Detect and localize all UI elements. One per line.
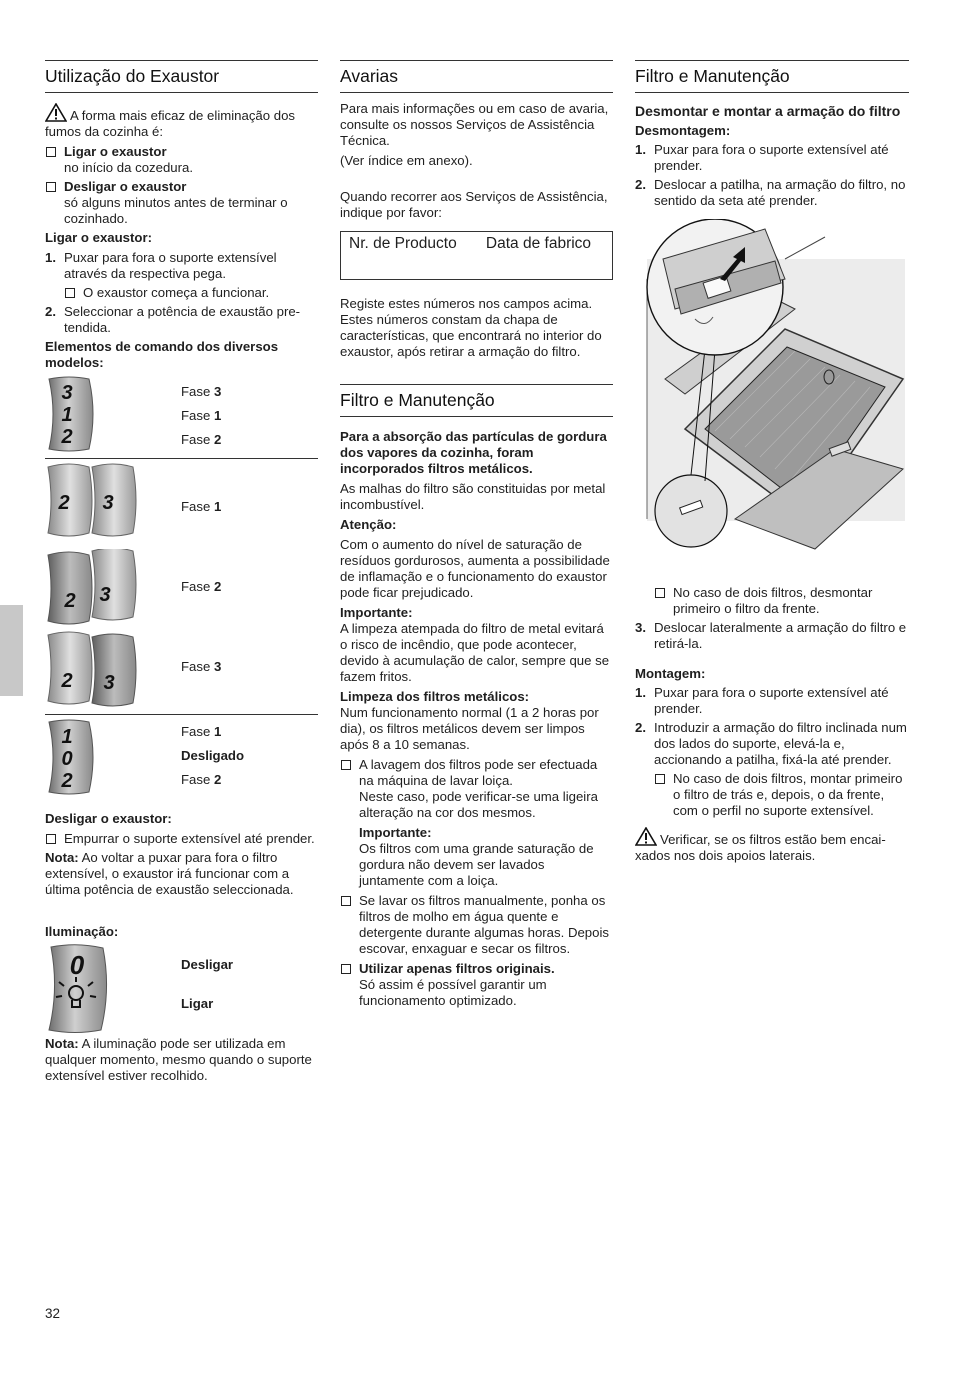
fase-label: Fase 1: [181, 724, 222, 739]
paragraph: As malhas do filtro são constituidas por metal incombustível.: [340, 481, 606, 512]
button-pair-icon: [45, 463, 137, 539]
svg-text:1: 1: [61, 726, 73, 748]
list-item: Empurrar o suporte extensível até prender.: [45, 831, 318, 847]
svg-text:3: 3: [102, 492, 114, 514]
subheading: Desligar o exaustor:: [45, 811, 172, 826]
list-item: 1. Puxar para fora o suporte extensível até prender.: [635, 142, 889, 173]
column-faults: [340, 60, 613, 1012]
list-item: Se lavar os filtros manualmente, ponha os filtros de molho em água quente e detergente durante algumas horas. Depois escovar, enxaguar e secar os filtros.: [340, 893, 613, 957]
note-paragraph: Nota: A iluminação pode ser utilizada em qualquer momento, mesmo quando o suporte extensível estiver recolhido.: [45, 1036, 312, 1083]
warning-paragraph: Verificar, se os filtros estão bem encaixados nos dois apoios laterais.: [635, 827, 909, 864]
subheading: Importante:: [340, 605, 413, 620]
list-item: 2. Deslocar a patilha, na armação do filtro, no sentido da seta até prender.: [635, 177, 906, 208]
rocker-switch-icon: [45, 376, 97, 452]
svg-text:3: 3: [99, 584, 111, 606]
fase-label: Fase 2: [181, 432, 222, 447]
column-filter-maintenance: [635, 60, 909, 868]
list-item: No caso de dois filtros, desmontar primeiro o filtro da frente.: [654, 585, 909, 617]
list-item: A lavagem dos filtros pode ser efectuada na máquina de lavar loiça. Neste caso, pode verificar-se uma ligeira alteração na cor dos mesmos. Importante: Os filtros com uma grande saturação de gordura não devem ser lavados juntamente com a loiça.: [340, 757, 613, 889]
subheading: Limpeza dos filtros metálicos:: [340, 689, 530, 704]
light-switch-icon: [45, 944, 111, 1034]
paragraph: (Ver índice em anexo).: [340, 153, 473, 168]
list-item: Ligar o exaustor no início da cozedura.: [45, 144, 318, 176]
list-item: Utilizar apenas filtros originais. Só assim é possível garantir um funcionamento optimizado.: [340, 961, 613, 1009]
light-switch-row: [45, 944, 318, 1036]
button-pair-icon: [45, 549, 137, 625]
svg-text:0: 0: [61, 748, 73, 770]
svg-text:2: 2: [61, 770, 73, 792]
button-pair-group: [45, 459, 318, 714]
list-item: No caso de dois filtros, montar primeiro o filtro de trás e, depois, o da frente, com o perfil no suporte extensível.: [654, 771, 909, 819]
rocker-switch-icon: [45, 719, 97, 795]
paragraph: Para mais informações ou em caso de avaria, consulte os nossos Serviços de Assistência Técnica.: [340, 101, 609, 148]
paragraph: Quando recorrer aos Serviços de Assistência, indique por favor:: [340, 189, 608, 220]
subheading: Iluminação:: [45, 924, 119, 939]
section-title-filter-maintenance: Filtro e Manutenção: [635, 60, 909, 93]
switch-digit: 1: [61, 404, 73, 426]
subheading: Atenção:: [340, 517, 397, 532]
filter-removal-illustration: [635, 219, 909, 579]
product-info-table: [340, 231, 613, 280]
svg-text:0: 0: [69, 950, 85, 980]
manufacture-date-cell: Data de fabrico: [485, 235, 592, 252]
section-title-faults: Avarias: [340, 60, 613, 93]
page-number: 32: [45, 1306, 61, 1321]
fase-label: Fase 3: [181, 384, 222, 399]
bold-intro: Para a absorção das partículas de gordura dos vapores da cozinha, foram incorporados filtros metálicos.: [340, 429, 607, 476]
list-item: 1. Puxar para fora o suporte extensível através da respectiva pega.: [45, 250, 277, 281]
product-number-cell: Nr. de Producto: [349, 235, 457, 252]
list-item: 2. Seleccionar a potência de exaustão pretendida.: [45, 304, 301, 335]
list-item: 2. Introduzir a armação do filtro inclinada num dos lados do suporte, elevá-la e, accionando a patilha, fixá-la até prender.: [635, 720, 907, 767]
list-item: 1. Puxar para fora o suporte extensível até prender.: [635, 685, 889, 716]
subheading: Desmontar e montar a armação do filtro: [635, 103, 901, 119]
fase-label: Fase 1: [181, 499, 222, 514]
paragraph: Num funcionamento normal (1 a 2 horas por dia), os filtros metálicos devem ser limpos após 8 a 10 semanas.: [340, 705, 599, 752]
svg-text:2: 2: [64, 590, 76, 612]
paragraph: Registe estes números nos campos acima. Estes números constam da chapa de características, que encontrará no interior do exaustor, após retirar a armação do filtro.: [340, 296, 602, 359]
svg-text:2: 2: [61, 670, 73, 692]
subheading: Montagem:: [635, 666, 706, 681]
fase-label: Fase 1: [181, 408, 222, 423]
fase-label: Fase 3: [181, 659, 222, 674]
light-off-label: Desligar: [181, 957, 234, 972]
section-title-usage: Utilização do Exaustor: [45, 60, 318, 93]
light-on-label: Ligar: [181, 996, 214, 1011]
warning-icon: [635, 827, 657, 846]
control-row: [45, 376, 318, 459]
list-item: Desligar o exaustor só alguns minutos antes de terminar o cozinhado.: [45, 179, 318, 227]
fase-label: Fase 2: [181, 579, 222, 594]
paragraph: Com o aumento do nível de saturação de resíduos gordurosos, aumenta a possibilidade de inflamação e o funcionamento do exaustor pode ficar prejudicado.: [340, 537, 610, 600]
section-tab: [0, 605, 23, 696]
section-title-filter: Filtro e Manutenção: [340, 384, 613, 417]
intro-paragraph: A forma mais eficaz de eliminação dos fumos da cozinha é:: [45, 103, 318, 140]
subheading: Desmontagem:: [635, 123, 731, 138]
subheading: Ligar o exaustor:: [45, 230, 152, 245]
column-usage: [45, 60, 318, 1088]
control-row: [45, 715, 318, 803]
svg-text:3: 3: [103, 672, 115, 694]
list-item: 3. Deslocar lateralmente a armação do filtro e retirá-la.: [635, 620, 907, 651]
warning-icon: [45, 103, 67, 122]
list-item: O exaustor começa a funcionar.: [64, 285, 318, 301]
fase-label: Fase 2: [181, 772, 222, 787]
note-paragraph: Nota: Ao voltar a puxar para fora o filtro extensível, o exaustor irá funcionar com a última potência de exaustão seleccionada.: [45, 850, 294, 897]
switch-digit: 2: [61, 426, 73, 448]
switch-digit: 3: [61, 382, 73, 404]
svg-text:2: 2: [58, 492, 70, 514]
fase-label: Desligado: [181, 748, 245, 763]
subheading: Elementos de comando dos diversos modelos:: [45, 339, 279, 370]
button-pair-icon: [45, 631, 137, 707]
paragraph: A limpeza atempada do filtro de metal evitará o risco de incêndio, que pode acontecer, devido à acumulação de calor, sempre que se fazem fritos.: [340, 621, 610, 684]
